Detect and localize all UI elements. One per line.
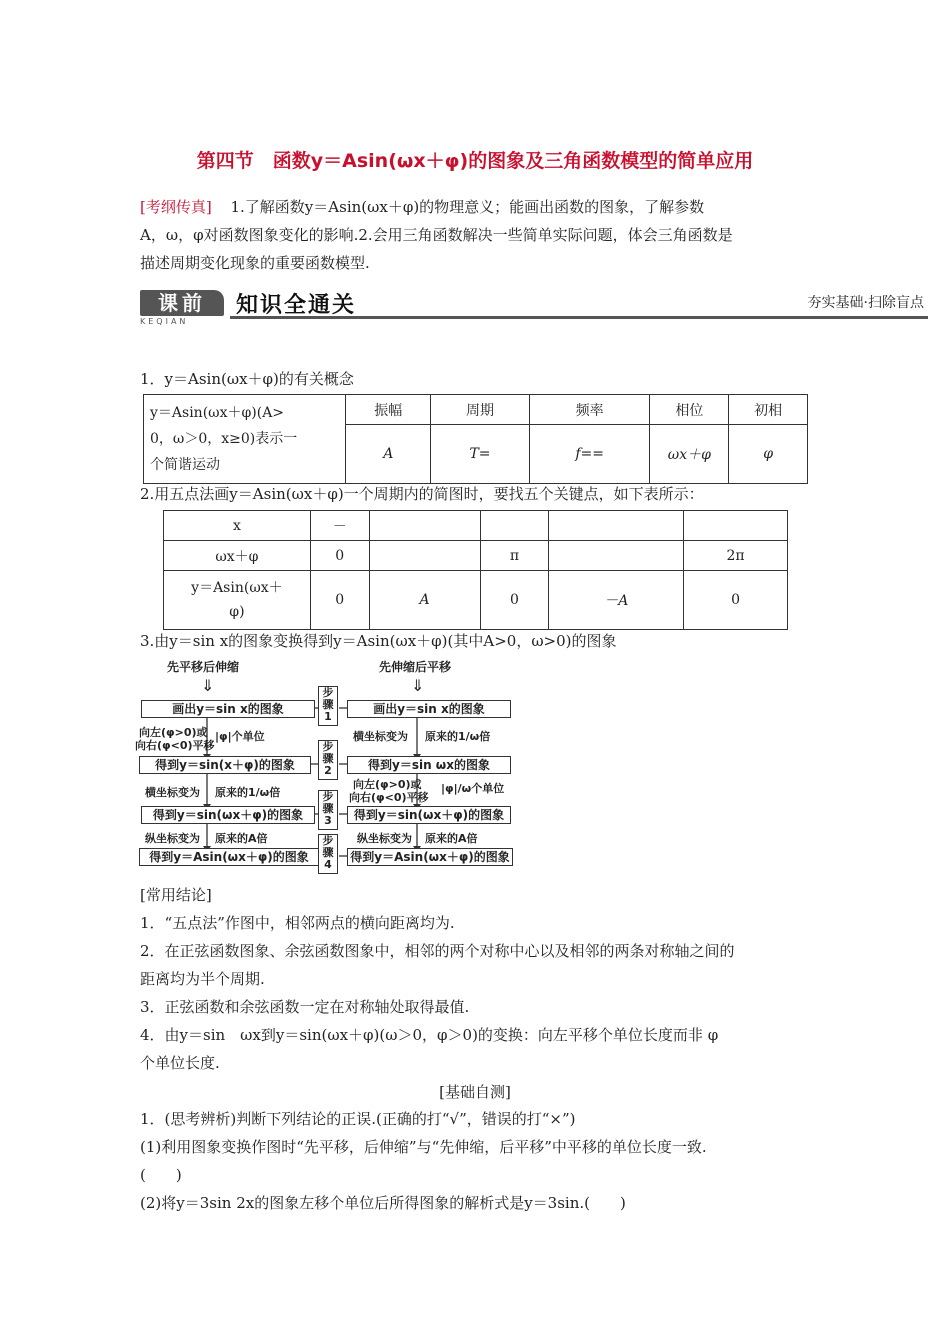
left-box-2: 得到y＝sin(x＋φ)的图象: [139, 756, 311, 774]
step-2: 步骤2: [318, 740, 338, 780]
left-label-2a: 横坐标变为: [145, 786, 200, 799]
page-title: 第四节 函数y＝Asin(ωx＋φ)的图象及三角函数模型的简单应用: [196, 150, 754, 172]
step-1: 步骤1: [318, 686, 338, 726]
conclusion-3: 3．正弦函数和余弦函数一定在对称轴处取得最值.: [140, 998, 470, 1016]
cell: x: [164, 511, 311, 541]
right-label-2a: 向左(φ>0)或: [353, 778, 422, 791]
right-label-2c: |φ|/ω个单位: [441, 782, 505, 795]
right-label-3b: 原来的A倍: [425, 832, 478, 845]
cell: 0: [310, 571, 369, 630]
s2-heading: 2.用五点法画y＝Asin(ωx＋φ)一个周期内的简图时，要找五个关键点，如下表所示：: [140, 485, 704, 503]
s1-heading: 1．y＝Asin(ωx＋φ)的有关概念: [140, 370, 354, 388]
cell: [684, 511, 788, 541]
five-point-table: [163, 510, 788, 630]
right-flow-heading: 先伸缩后平移: [379, 660, 452, 674]
cell: －: [310, 511, 369, 541]
transform-flowchart: [135, 656, 515, 870]
cell: [164, 571, 311, 630]
outline-line-3: 描述周期变化现象的重要函数模型.: [140, 254, 370, 272]
cell: [549, 511, 684, 541]
conclusion-4a: 4．由y＝sin ωx到y＝sin(ωx＋φ)(ω＞0，φ＞0)的变换：向左平移个单位长度而非 φ: [140, 1026, 719, 1044]
outline-text-1: 1.了解函数y＝Asin(ωx＋φ)的物理意义；能画出函数的图象，了解参数: [230, 198, 705, 216]
cell: 0: [480, 571, 549, 630]
value-phase: ωx＋φ: [650, 425, 729, 484]
cell: π: [480, 541, 549, 571]
value-initial-phase: φ: [729, 425, 808, 484]
left-down-arrow-icon: ⇓: [201, 676, 215, 695]
left-label-1a: 向左(φ>0)或: [139, 726, 208, 739]
banner-pinyin: KEQIAN: [140, 317, 189, 326]
header-initial-phase: 初相: [729, 395, 808, 425]
cell: ωx＋φ: [164, 541, 311, 571]
right-label-2b: 向右(φ<0)平移: [349, 791, 429, 804]
left-label-1c: |φ|个单位: [215, 730, 265, 743]
conclusion-heading: [常用结论]: [140, 886, 212, 904]
cell: －A: [549, 571, 684, 630]
banner-heading: 知识全通关: [236, 293, 357, 318]
outline-line-1: [140, 196, 704, 217]
left-box-3: 得到y＝sin(ωx＋φ)的图象: [141, 806, 315, 824]
banner-slogan: 夯实基础·扫除盲点: [807, 295, 924, 311]
header-frequency: 频率: [529, 395, 650, 425]
section-banner: [140, 286, 928, 328]
cell: [480, 511, 549, 541]
cell: 0: [310, 541, 369, 571]
selftest-heading: [基础自测]: [439, 1083, 511, 1101]
question-1-2: (2)将y＝3sin 2x的图象左移个单位后所得图象的解析式是y＝3sin.( ): [140, 1194, 626, 1212]
outline-tag: [考纲传真]: [140, 198, 212, 216]
conclusion-1: 1．“五点法”作图中，相邻两点的横向距离均为.: [140, 914, 455, 932]
outline-line-2: A，ω，φ对函数图象变化的影响.2.会用三角函数解决一些简单实际问题，体会三角函数是: [140, 226, 733, 244]
right-box-1: 画出y＝sin x的图象: [347, 700, 511, 718]
conclusion-4b: 个单位长度.: [140, 1054, 220, 1072]
header-amplitude: 振幅: [346, 395, 431, 425]
concept-desc-1: y＝Asin(ωx＋φ)(A>: [150, 405, 285, 421]
cell: 2π: [684, 541, 788, 571]
row3-label-1: y＝Asin(ωx＋: [191, 580, 283, 596]
question-1: 1．(思考辨析)判断下列结论的正误.(正确的打“√”，错误的打“×”): [140, 1110, 576, 1128]
left-flow-heading: 先平移后伸缩: [167, 660, 240, 674]
cell: 0: [684, 571, 788, 630]
conclusion-2a: 2．在正弦函数图象、余弦函数图象中，相邻的两个对称中心以及相邻的两条对称轴之间的: [140, 942, 735, 960]
right-down-arrow-icon: ⇓: [411, 676, 425, 695]
right-box-4: 得到y＝Asin(ωx＋φ)的图象: [347, 848, 513, 866]
left-box-4: 得到y＝Asin(ωx＋φ)的图象: [139, 848, 319, 866]
right-label-1a: 横坐标变为: [353, 730, 408, 743]
left-label-1b: 向右(φ<0)平移: [135, 739, 215, 752]
cell: A: [369, 571, 480, 630]
left-label-3a: 纵坐标变为: [145, 832, 200, 845]
left-label-3b: 原来的A倍: [215, 832, 268, 845]
concept-desc-2: 0，ω＞0，x≥0)表示一: [150, 431, 298, 447]
right-box-3: 得到y＝sin(ωx＋φ)的图象: [347, 806, 511, 824]
s3-heading: 3.由y＝sin x的图象变换得到y＝Asin(ωx＋φ)(其中A>0，ω>0)的图象: [140, 632, 617, 650]
row3-label-2: φ): [229, 604, 245, 620]
cell: [369, 541, 480, 571]
question-1-1: (1)利用图象变换作图时“先平移，后伸缩”与“先伸缩，后平移”中平移的单位长度一致.: [140, 1138, 707, 1156]
cell: [549, 541, 684, 571]
concept-desc: [144, 395, 346, 484]
left-label-2b: 原来的1/ω倍: [215, 786, 281, 799]
banner-rule: [230, 316, 928, 319]
right-box-2: 得到y＝sin ωx的图象: [347, 756, 511, 774]
value-period: T=: [431, 425, 530, 484]
step-4: 步骤4: [318, 834, 338, 874]
value-amplitude: A: [346, 425, 431, 484]
banner-pill: 课前: [140, 290, 224, 316]
conclusion-2b: 距离均为半个周期.: [140, 970, 265, 988]
step-3: 步骤3: [318, 790, 338, 830]
cell: [369, 511, 480, 541]
concept-desc-3: 个简谐运动: [150, 457, 220, 473]
concept-table: [143, 394, 808, 484]
header-phase: 相位: [650, 395, 729, 425]
right-label-1b: 原来的1/ω倍: [425, 730, 491, 743]
value-frequency: f==: [529, 425, 650, 484]
left-box-1: 画出y＝sin x的图象: [141, 700, 315, 718]
right-label-3a: 纵坐标变为: [357, 832, 412, 845]
question-1-1-answer: ( ): [140, 1166, 182, 1184]
header-period: 周期: [431, 395, 530, 425]
